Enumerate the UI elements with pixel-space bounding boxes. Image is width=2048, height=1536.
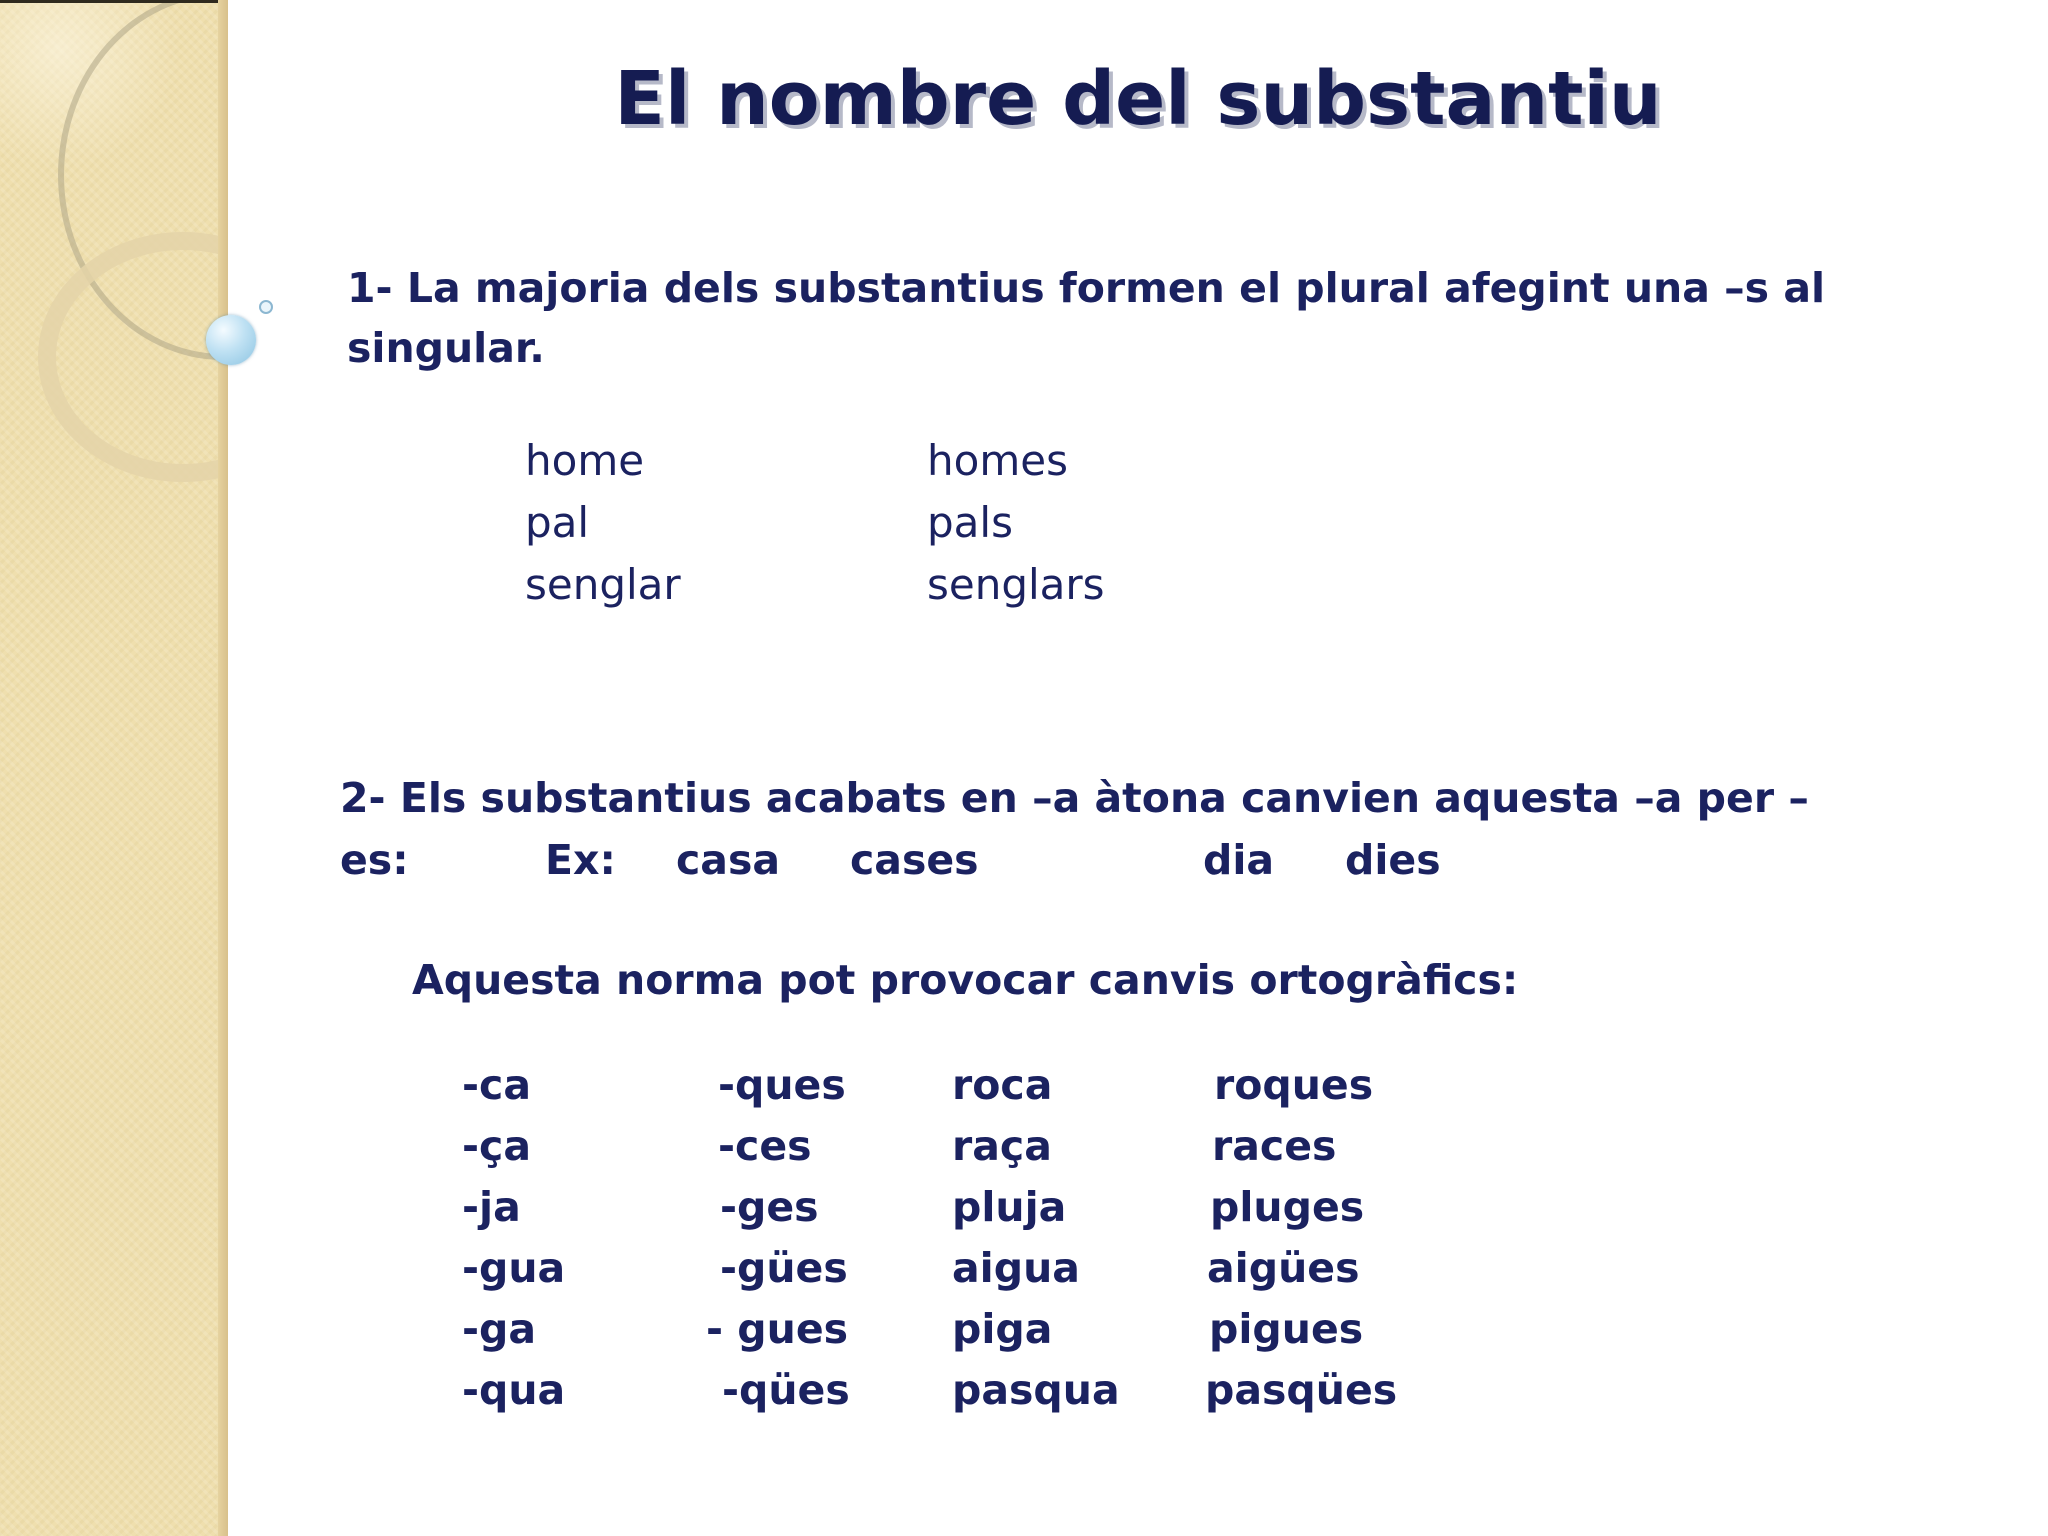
plural-ending-cell: -ges <box>720 1183 819 1231</box>
word-cell: pasqua <box>952 1366 1120 1414</box>
plural-ending-cell: -ques <box>718 1061 846 1109</box>
top-edge-line <box>0 0 228 3</box>
word-cell: piga <box>952 1305 1053 1353</box>
ending-cell: -ga <box>462 1305 537 1353</box>
example-word: casa <box>676 836 781 884</box>
example-label: Ex: <box>545 836 616 884</box>
word-cell: roca <box>952 1061 1053 1109</box>
singular-word: senglar <box>525 560 681 609</box>
rule1-singular-column <box>525 430 681 616</box>
plural-word: pals <box>927 498 1013 547</box>
singular-word: pal <box>525 498 590 547</box>
ending-cell: -ja <box>462 1183 521 1231</box>
ending-column <box>462 1055 565 1421</box>
rule1-text <box>347 258 1825 378</box>
word-cell: aigua <box>952 1244 1080 1292</box>
word-cell: pluja <box>952 1183 1067 1231</box>
decorative-ring-thick <box>38 232 228 482</box>
bullet-bubble-icon <box>206 315 256 365</box>
rule1-plural-column <box>927 430 1105 616</box>
plural-ending-cell: - gues <box>706 1305 849 1353</box>
slide-title: El nombre del substantiu <box>614 56 1662 142</box>
decorative-sidebar <box>0 0 228 1536</box>
rule1-line1: 1- La majoria dels substantius formen el plural afegint una –s al <box>347 264 1826 312</box>
plural-ending-cell: -gües <box>720 1244 848 1292</box>
word-column <box>952 1055 1120 1421</box>
plural-cell: races <box>1212 1122 1337 1170</box>
plural-ending-column <box>706 1055 850 1421</box>
example-word: dia <box>1203 836 1275 884</box>
small-bubble-icon <box>259 300 273 314</box>
plural-cell: roques <box>1214 1061 1374 1109</box>
singular-word: home <box>525 436 645 485</box>
plural-word: senglars <box>927 560 1105 609</box>
plural-cell: pluges <box>1210 1183 1365 1231</box>
ending-cell: -ca <box>462 1061 531 1109</box>
rule1-line2: singular. <box>347 324 545 372</box>
example-word: cases <box>850 836 979 884</box>
plural-cell: pigues <box>1209 1305 1364 1353</box>
plural-column <box>1202 1055 1397 1421</box>
ending-cell: -ça <box>462 1122 531 1170</box>
example-word: dies <box>1345 836 1441 884</box>
rule2-line2-start: es: <box>340 836 409 884</box>
plural-cell: pasqües <box>1205 1366 1398 1414</box>
plural-word: homes <box>927 436 1068 485</box>
rule2-line1: 2- Els substantius acabats en –a àtona canvien aquesta –a per – <box>340 774 1809 822</box>
plural-ending-cell: -ces <box>718 1122 812 1170</box>
plural-ending-cell: -qües <box>722 1366 850 1414</box>
spelling-note: Aquesta norma pot provocar canvis ortogràfics: <box>412 956 1519 1004</box>
plural-cell: aigües <box>1207 1244 1360 1292</box>
word-cell: raça <box>952 1122 1052 1170</box>
ending-cell: -qua <box>462 1366 566 1414</box>
ending-cell: -gua <box>462 1244 566 1292</box>
sidebar-edge <box>218 0 228 1536</box>
